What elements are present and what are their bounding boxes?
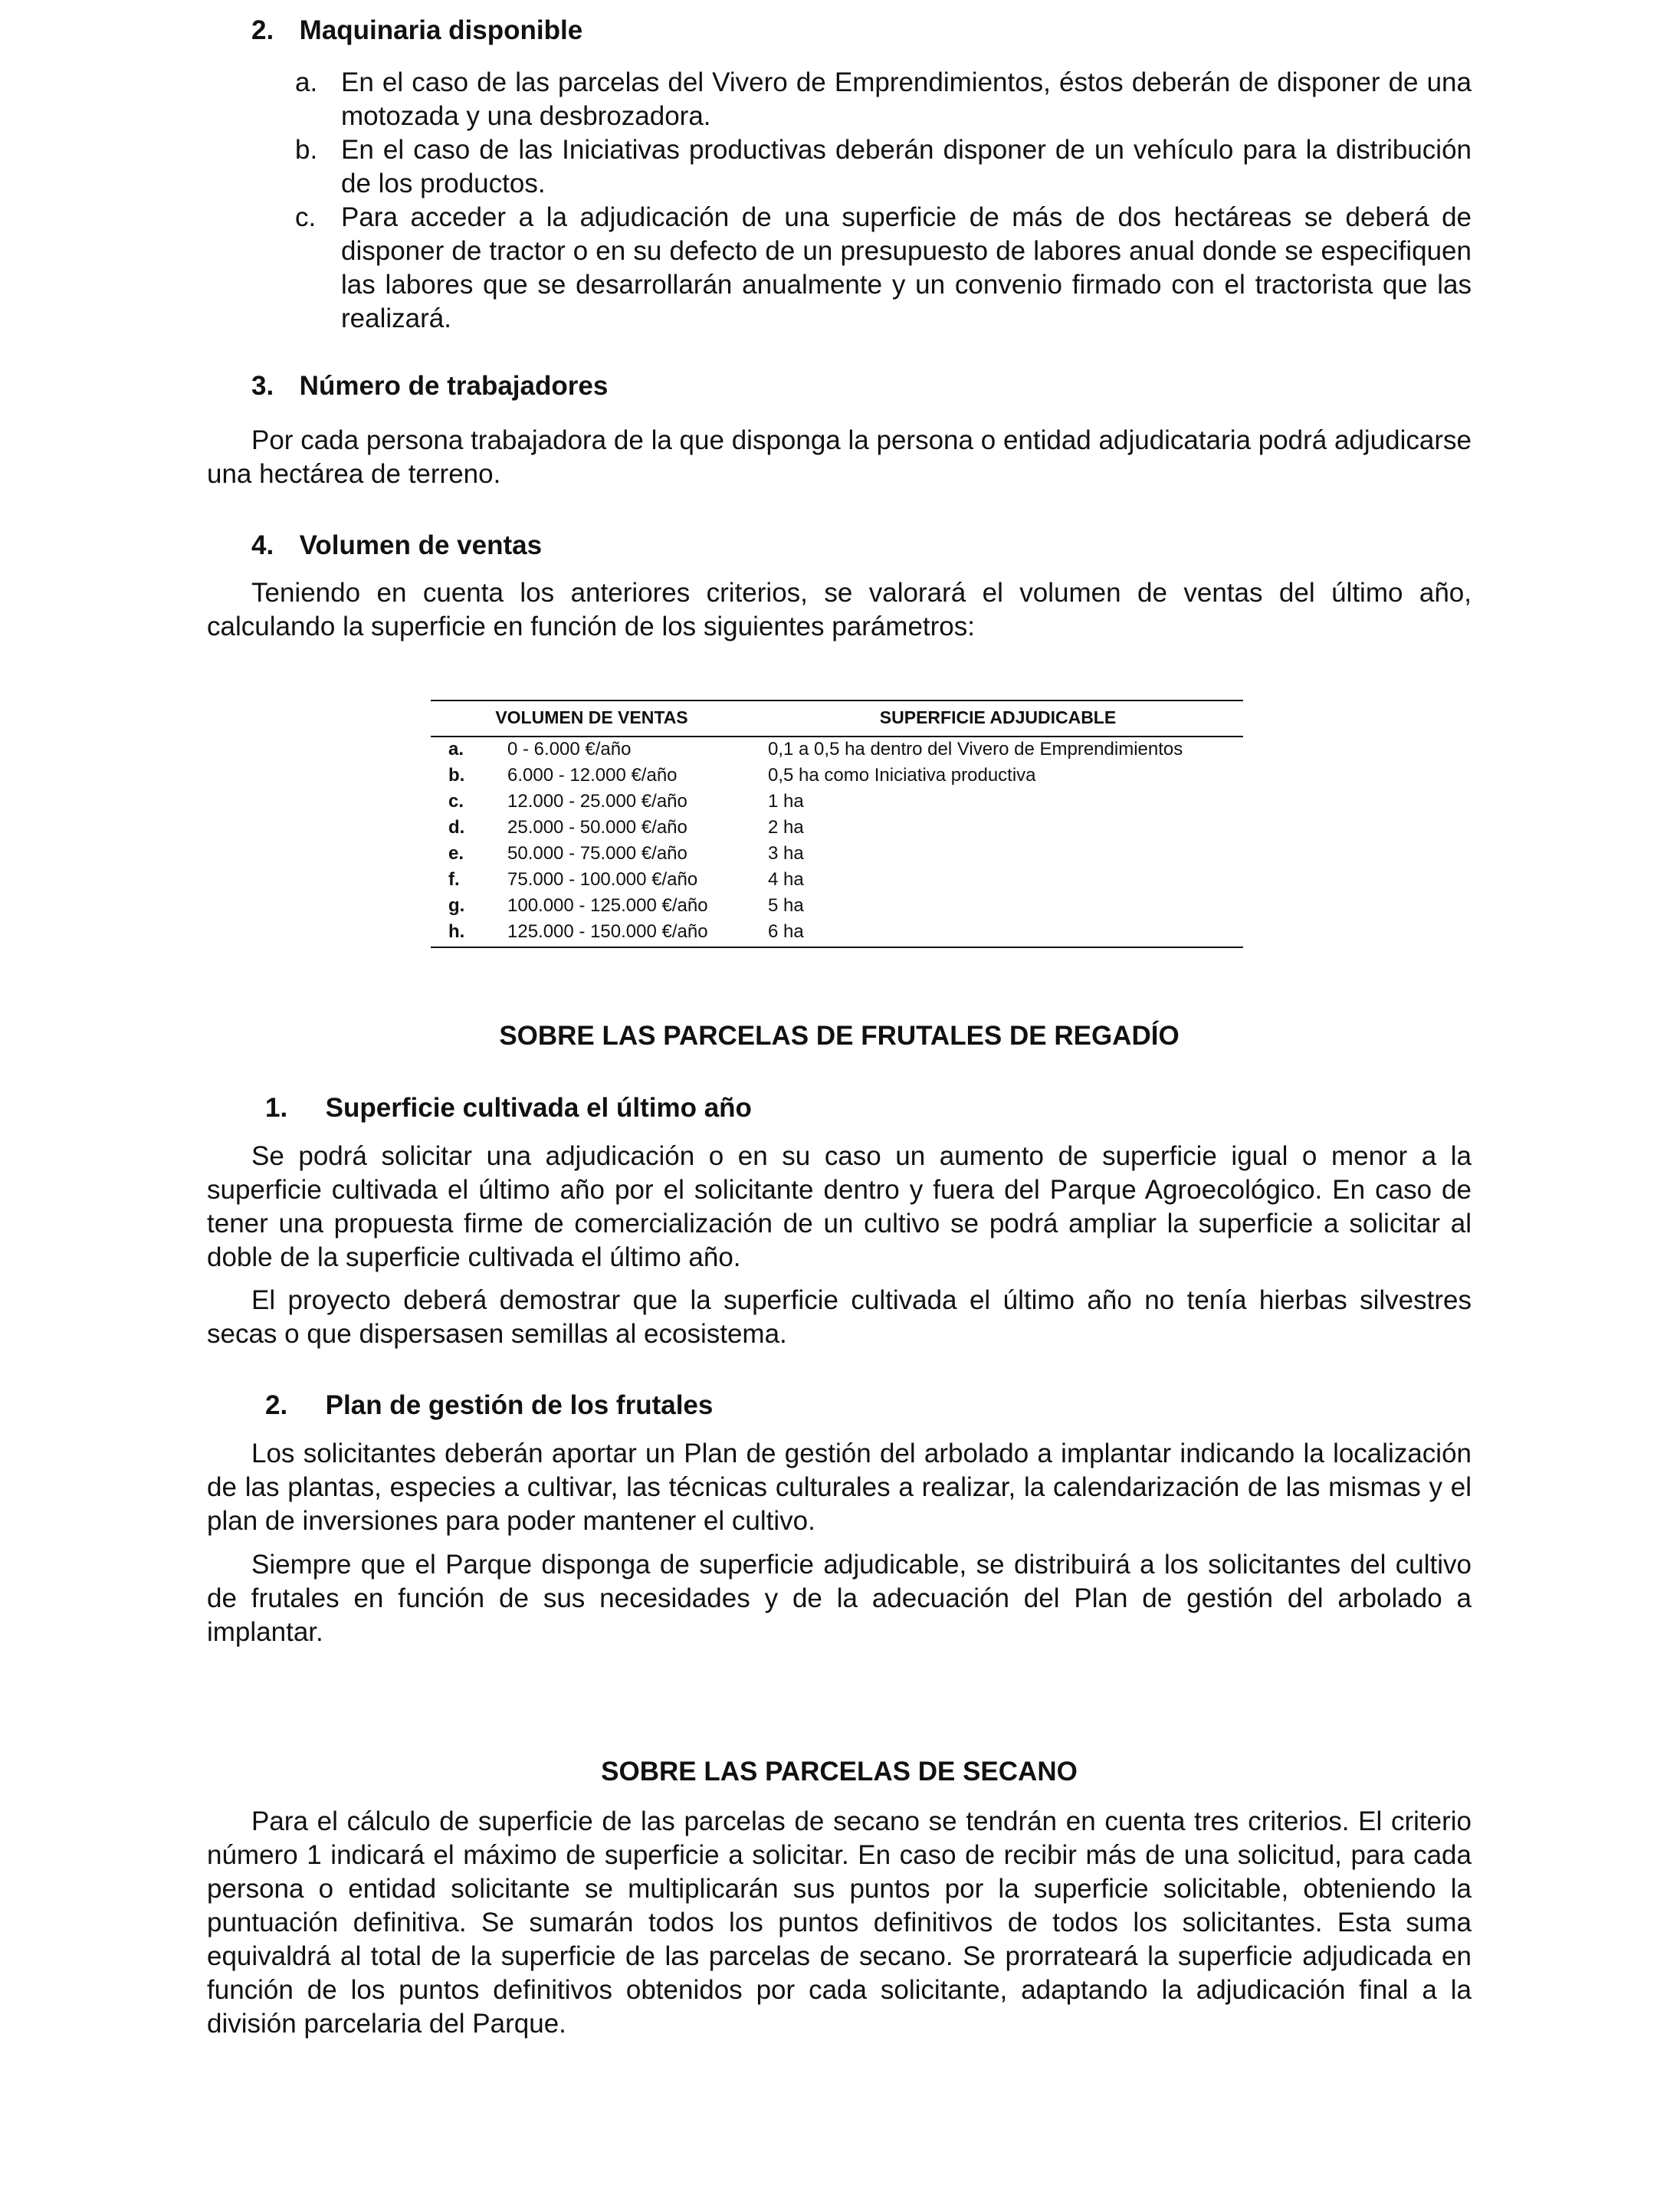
list-text: En el caso de las parcelas del Vivero de Emprendimientos, éstos deberán de disponer de una motozada y una desbrozadora. [341, 67, 1472, 131]
row-letter: d. [448, 817, 465, 838]
list-marker: a. [295, 67, 318, 97]
row-letter: h. [448, 921, 465, 942]
list-marker: c. [295, 202, 317, 232]
paragraph-frutales-2: El proyecto deberá demostrar que la superficie cultivada el último año no tenía hierbas silvestres secas o que dispersasen semillas al ecosistema. [207, 1285, 1472, 1349]
table-row [431, 815, 1243, 841]
row-volumen: 25.000 - 50.000 €/año [507, 817, 687, 838]
row-volumen: 125.000 - 150.000 €/año [507, 921, 708, 942]
heading-number: 2. [265, 1390, 288, 1420]
paragraph-frutales-1: Se podrá solicitar una adjudicación o en su caso un aumento de superficie igual o menor a la superficie cultivada el último año por el solicitante dentro y fuera del Parque Agroecológico. En caso de tener una propuesta firme de comercialización de un cultivo se podrá ampliar la superficie a solicitar al doble de la superficie cultivada el último año. [207, 1141, 1472, 1272]
row-volumen: 6.000 - 12.000 €/año [507, 765, 678, 786]
row-volumen: 0 - 6.000 €/año [507, 739, 632, 760]
list-marker: b. [295, 135, 318, 165]
row-superficie: 5 ha [768, 895, 804, 916]
row-superficie: 1 ha [768, 791, 804, 812]
heading-trabajadores [251, 369, 608, 403]
heading-text: Volumen de ventas [299, 530, 543, 560]
paragraph-plan-2: Siempre que el Parque disponga de superficie adjudicable, se distribuirá a los solicitantes del cultivo de frutales en función de sus necesidades y de la adecuación del Plan de gestión del arbolado a implantar. [207, 1550, 1472, 1647]
row-volumen: 12.000 - 25.000 €/año [507, 791, 687, 812]
list-item [295, 201, 1472, 336]
row-superficie: 0,5 ha como Iniciativa productiva [768, 765, 1036, 786]
row-superficie: 6 ha [768, 921, 804, 942]
title-secano: SOBRE LAS PARCELAS DE SECANO [601, 1757, 1078, 1787]
table-row [431, 867, 1243, 893]
row-letter: f. [448, 869, 460, 890]
paragraph-plan-1: Los solicitantes deberán aportar un Plan de gestión del arbolado a implantar indicando la localización de las plantas, especies a cultivar, las técnicas culturales a realizar, la calendarización de las mismas y el plan de inversiones para poder mantener el cultivo. [207, 1439, 1472, 1536]
table-rule-bottom [431, 947, 1243, 948]
table-row [431, 763, 1243, 789]
table-row [431, 737, 1243, 763]
title-frutales: SOBRE LAS PARCELAS DE FRUTALES DE REGADÍO [499, 1021, 1180, 1051]
list-text: Para acceder a la adjudicación de una superficie de más de dos hectáreas se deberá de disponer de tractor o en su defecto de un presupuesto de labores anual donde se especifiquen las labores que se desarrollarán anualmente y un convenio firmado con el tractorista que las realizará. [341, 202, 1472, 333]
table-header-superficie: SUPERFICIE ADJUDICABLE [879, 707, 1117, 727]
list-item [295, 66, 1472, 133]
heading-number: 2. [251, 15, 274, 45]
heading-text: Plan de gestión de los frutales [325, 1390, 714, 1420]
table-header-volumen: VOLUMEN DE VENTAS [495, 707, 688, 727]
table-row [431, 893, 1243, 919]
table-rule-top [431, 700, 1243, 701]
list-text: En el caso de las Iniciativas productivas deberán disponer de un vehículo para la distribución de los productos. [341, 135, 1472, 199]
row-superficie: 3 ha [768, 843, 804, 864]
row-volumen: 75.000 - 100.000 €/año [507, 869, 698, 890]
row-letter: b. [448, 765, 465, 786]
heading-text: Maquinaria disponible [299, 15, 583, 45]
row-volumen: 50.000 - 75.000 €/año [507, 843, 687, 864]
heading-text: Número de trabajadores [299, 371, 609, 401]
row-letter: g. [448, 895, 465, 916]
table-row [431, 841, 1243, 867]
paragraph-ventas: Teniendo en cuenta los anteriores criterios, se valorará el volumen de ventas del último año, calculando la superficie en función de los siguientes parámetros: [207, 578, 1472, 641]
paragraph-trabajadores: Por cada persona trabajadora de la que disponga la persona o entidad adjudicataria podrá adjudicarse una hectárea de terreno. [207, 425, 1472, 489]
row-letter: e. [448, 843, 464, 864]
heading-text: Superficie cultivada el último año [325, 1093, 752, 1123]
heading-superficie-cultivada [265, 1091, 752, 1125]
heading-maquinaria [251, 14, 582, 48]
heading-plan-gestion [265, 1389, 713, 1422]
row-letter: a. [448, 739, 464, 760]
heading-number: 3. [251, 371, 274, 401]
heading-ventas [251, 529, 542, 563]
heading-number: 4. [251, 530, 274, 560]
row-volumen: 100.000 - 125.000 €/año [507, 895, 708, 916]
heading-number: 1. [265, 1093, 288, 1123]
list-item [295, 133, 1472, 201]
row-letter: c. [448, 791, 464, 812]
table-row [431, 919, 1243, 945]
row-superficie: 0,1 a 0,5 ha dentro del Vivero de Emprendimientos [768, 739, 1183, 760]
paragraph-secano: Para el cálculo de superficie de las parcelas de secano se tendrán en cuenta tres criterios. El criterio número 1 indicará el máximo de superficie a solicitar. En caso de recibir más de una solicitud, para cada persona o entidad solicitante se multiplicarán sus puntos por la superficie solicitable, obteniendo la puntuación definitiva. Se sumarán todos los puntos definitivos de todos los solicitantes. Esta suma equivaldrá al total de la superficie de las parcelas de secano. Se prorrateará la superficie adjudicada en función de los puntos definitivos obtenidos por cada solicitante, adaptando la adjudicación final a la división parcelaria del Parque. [207, 1806, 1472, 2039]
row-superficie: 2 ha [768, 817, 804, 838]
table-row [431, 789, 1243, 815]
row-superficie: 4 ha [768, 869, 804, 890]
